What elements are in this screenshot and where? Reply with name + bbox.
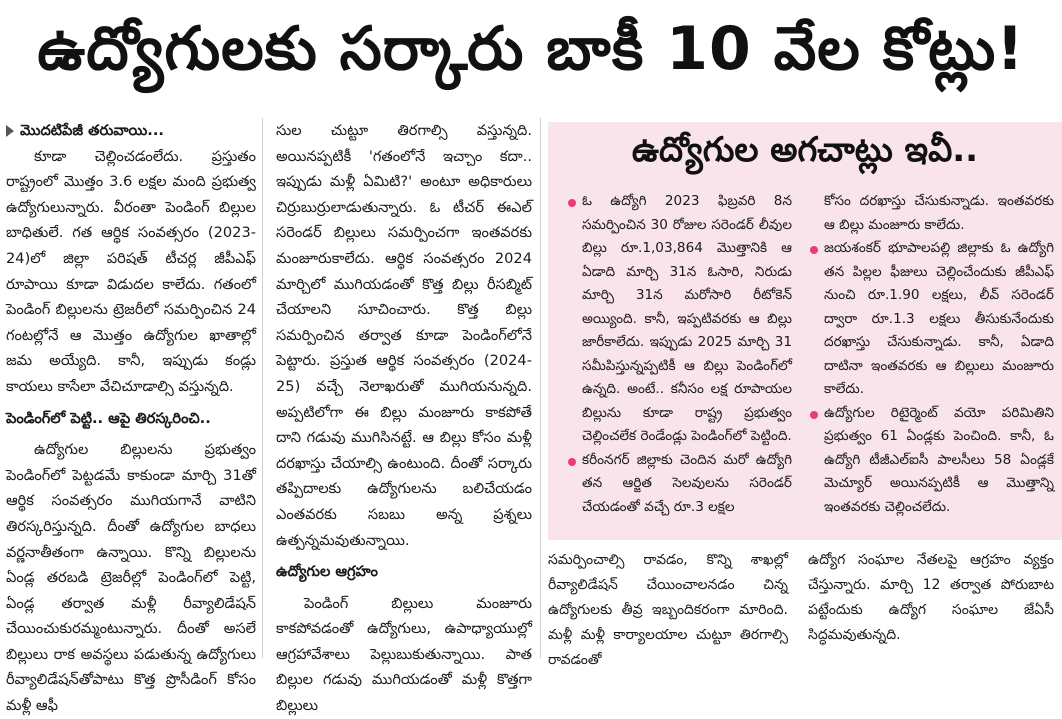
sidebar-box-left-column xyxy=(566,190,792,519)
bullet-text: ఓ ఉద్యోగి 2023 ఫిబ్రవరి 8న సమర్పించిన 30 రోజుల సరెండర్ లీవుల బిల్లు రూ.1,03,864 మొత్తానికి ఆ ఏడాది మార్చి 31న ఓసారి, నిరుడు మార్చి 31న మరోసారి రీటోకెన్ అయ్యింది. కానీ, ఇప్పటివరకు ఆ బిల్లు జారీకాలేదు. ఇప్పుడు 2025 మార్చి 31 సమీపిస్తున్నప్పటికీ ఆ బిల్లు పెండింగ్‌లో ఉన్నది. అంటే.. కనీసం లక్ష రూపాయల బిల్లును కూడా రాష్ట్ర ప్రభుత్వం చెల్లించలేక రెండేండ్లు పెండింగ్‌లో పెట్టింది. xyxy=(582,193,792,444)
bullet-dot-icon xyxy=(810,411,818,419)
bullet-dot-icon xyxy=(810,246,818,254)
article-paragraph: పెండింగ్ బిల్లులు మంజూరు కాకపోవడంతో ఉద్యోగులు, ఉపాధ్యాయుల్లో ఆగ్రహావేశాలు పెల్లుబుకుతున్నాయి. పాత బిల్లుల గడువు ముగియడంతో మళ్లీ కొత్తగా బిల్లులు xyxy=(276,594,532,715)
continued-from-front-page xyxy=(6,118,256,144)
article-column-3-bottom xyxy=(548,548,788,673)
column-divider xyxy=(540,118,541,658)
bullet-text: కరీంనగర్ జిల్లాకు చెందిన మరో ఉద్యోగి తన ఆర్జిత సెలవులను సరెండర్ చేయడంతో వచ్చే రూ.3 లక్షల xyxy=(582,451,792,515)
article-paragraph: సమర్పించాల్సి రావడం, కొన్ని శాఖల్లో రీవ్యాలిడేషన్ చేయించాలనడం చిన్న ఉద్యోగులకు తీవ్ర ఇబ్బందికరంగా మారింది. మళ్లీ మళ్లీ కార్యాలయాల చుట్టూ తిరగాల్సి రావడంతో xyxy=(548,552,788,668)
article-column-4-bottom xyxy=(808,548,1054,648)
bullet-dot-icon xyxy=(568,199,576,207)
bullet-item xyxy=(808,237,1054,402)
bullet-continuation: కోసం దరఖాస్తు చేసుకున్నాడు. ఇంతవరకు ఆ బిల్లు మంజూరు కాలేదు. xyxy=(824,193,1054,233)
article-paragraph: సుల చుట్టూ తిరగాల్సి వస్తున్నది. అయినప్పటికీ 'గతంలోనే ఇచ్చాం కదా.. ఇప్పుడు మళ్లీ ఏమిటి?' అంటూ అధికారులు చిర్రుబుర్రులాడుతున్నారు. ఓ టీచర్ ఈఎల్ సరెండర్ బిల్లులు సమర్పించగా ఇంతవరకు మంజూరుకాలేదు. ఆర్థిక సంవత్సరం 2024 మార్చిలో ముగియడంతో కొత్త బిల్లు రీసబ్మిట్ చేయాలని సూచించారు. కొత్త బిల్లు సమర్పించిన తర్వాత కూడా పెండింగ్‌లోనే పెట్టారు. ప్రస్తుత ఆర్థిక సంవత్సరం (2024-25) వచ్చే నెలాఖరుతో ముగియనున్నది. అప్పటిలోగా ఈ బిల్లు మంజూరు కాకపోతే దాని గడువు ముగిసినట్టే. ఆ బిల్లు కోసం మళ్లీ దరఖాస్తు చేయాల్సి ఉంటుంది. దీంతో సర్కారు తప్పిదాలకు ఉద్యోగులను బలిచేయడం ఎంతవరకు సబబు అన్న ప్రశ్నలు ఉత్పన్నమవుతున్నాయి. xyxy=(276,122,532,549)
article-paragraph: ఉద్యోగ సంఘాల నేతలపై ఆగ్రహం వ్యక్తం చేస్తున్నారు. మార్చి 12 తర్వాత పోరుబాట పట్టేందుకు ఉద్యోగ సంఘాల జేఏసీ సిద్ధమవుతున్నది. xyxy=(808,552,1054,643)
sidebar-box-right-column xyxy=(808,190,1054,519)
bullet-item xyxy=(566,449,792,520)
sidebar-box-title: ఉద్యోగుల అగచాట్లు ఇవీ.. xyxy=(631,130,979,170)
headline: ఉద్యోగులకు సర్కారు బాకీ 10 వేల కోట్లు! xyxy=(37,14,1025,84)
article-column-1 xyxy=(6,118,256,719)
bullet-item xyxy=(566,190,792,449)
subheading: పెండింగ్‌లో పెట్టి.. ఆపై తిరస్కరించి.. xyxy=(6,409,211,427)
jump-label: మొదటిపేజీ తరువాయి... xyxy=(20,122,164,139)
bullet-text: ఉద్యోగుల రిటైర్మెంట్ వయో పరిమితిని ప్రభుత్వం 61 ఏండ్లకు పెంచింది. కానీ, ఓ ఉద్యోగి టీజీఎల్ఐసీ పాలసీలు 58 ఏండ్లకే మెచ్యూర్ అయినప్పటికీ ఆ మొత్తాన్ని ఇంతవరకు చెల్లించలేదు. xyxy=(824,404,1054,515)
bullet-item xyxy=(808,402,1054,520)
article-paragraph: ఉద్యోగుల బిల్లులను ప్రభుత్వం పెండింగ్‌లో పెట్టడమే కాకుండా మార్చి 31తో ఆర్థిక సంవత్సరం ముగియగానే వాటిని తిరస్కరిస్తున్నది. దీంతో ఉద్యోగుల బాధలు వర్ణనాతీతంగా ఉన్నాయి. కొన్ని బిల్లులను ఏండ్ల తరబడి ట్రెజరీల్లో పెండింగ్‌లో పెట్టి, ఏండ్ల తర్వాత మళ్లీ రీవ్యాలిడేషన్ చేయించుకురమ్మంటున్నారు. దీంతో అసలే బిల్లులు రాక అవస్థలు పడుతున్న ఉద్యోగులు రీవ్యాలిడేషన్‌తోపాటు కొత్త ప్రొసీడింగ్ కోసం మళ్లీ ఆఫీ xyxy=(6,441,256,715)
bullet-dot-icon xyxy=(568,458,576,466)
subheading: ఉద్యోగుల ఆగ్రహం xyxy=(276,563,378,581)
chevron-right-icon xyxy=(6,125,14,137)
article-paragraph: కూడా చెల్లించడంలేదు. ప్రస్తుతం రాష్ట్రంలో మొత్తం 3.6 లక్షల మంది ప్రభుత్వ ఉద్యోగులున్నారు. వీరంతా పెండింగ్ బిల్లుల బాధితులే. గత ఆర్థిక సంవత్సరం (2023-24)లో జిల్లా పరిషత్ టీచర్ల జీపీఎఫ్ రూపాయి కూడా విడుదల కాలేదు. గతంలో పెండింగ్ బిల్లులను ట్రెజరీలో సమర్పించిన 24 గంటల్లోనే ఆ మొత్తం ఉద్యోగుల ఖాతాల్లో జమ అయ్యేది. కానీ, ఇప్పుడు కండ్లు కాయలు కాసేలా వేచిచూడాల్సి వస్తున్నది. xyxy=(6,147,256,395)
article-column-2 xyxy=(276,118,532,719)
column-divider xyxy=(262,118,263,658)
bullet-text: జయశంకర్ భూపాలపల్లి జిల్లాకు ఓ ఉద్యోగి తన పిల్లల ఫీజులు చెల్లించేందుకు జీపీఎఫ్ నుంచి రూ.1.90 లక్షలు, లీవ్ సరెండర్ ద్వారా రూ.1.3 లక్షలు తీసుకునేందుకు దరఖాస్తు చేసుకున్నాడు. కానీ, ఏడాది దాటినా ఇంతవరకు ఆ బిల్లులు మంజూరు కాలేదు. xyxy=(824,240,1054,397)
